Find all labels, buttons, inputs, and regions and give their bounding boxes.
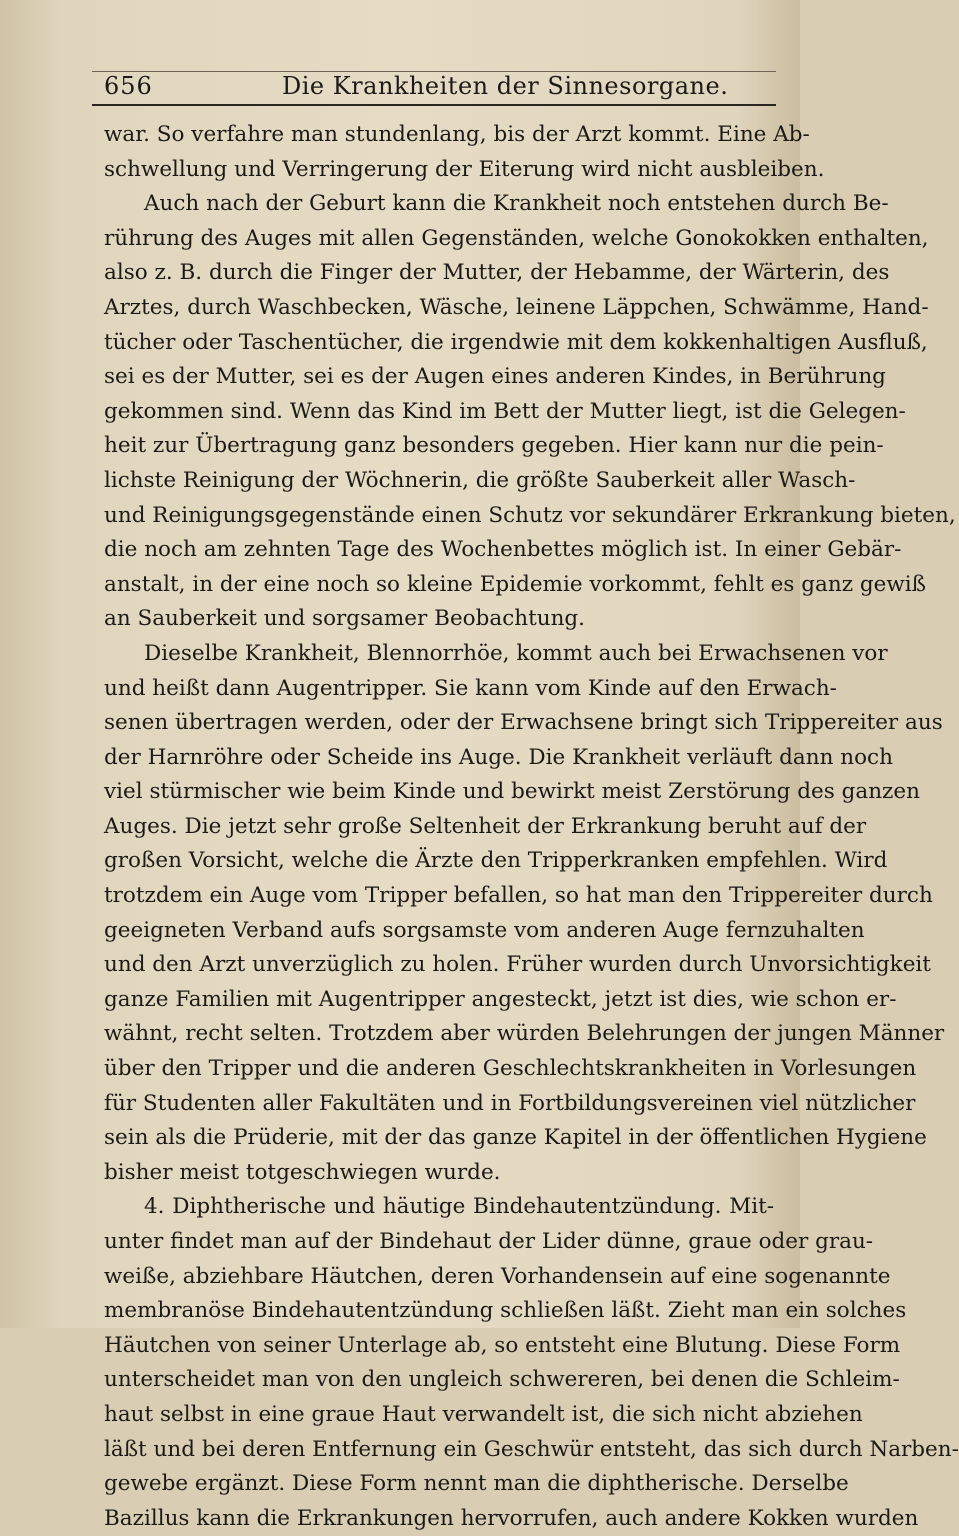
text-line: unterscheidet man von den ungleich schwereren, bei denen die Schleim- (104, 1367, 900, 1393)
text-line: Dieselbe Krankheit, Blennorrhöe, kommt auch bei Erwachsenen vor (144, 640, 888, 666)
text-line: anstalt, in der eine noch so kleine Epidemie vorkommt, fehlt es ganz gewiß (104, 571, 926, 597)
text-line: und Reinigungsgegenstände einen Schutz vor sekundärer Erkrankung bieten, (104, 502, 956, 528)
text-line: geeigneten Verband aufs sorgsamste vom anderen Auge fernzuhalten (104, 917, 865, 943)
text-line: weiße, abziehbare Häutchen, deren Vorhandensein auf eine sogenannte (104, 1263, 891, 1289)
header-rule (92, 104, 776, 106)
text-line: schwellung und Verringerung der Eiterung wird nicht ausbleiben. (104, 156, 825, 182)
text-line: also z. B. durch die Finger der Mutter, der Hebamme, der Wärterin, des (104, 260, 890, 286)
text-line: heit zur Übertragung ganz besonders gegeben. Hier kann nur die pein- (104, 433, 884, 459)
page-number: 656 (104, 72, 153, 100)
text-line: bisher meist totgeschwiegen wurde. (104, 1159, 501, 1185)
text-line: lichste Reinigung der Wöchnerin, die größte Sauberkeit aller Wasch- (104, 467, 856, 493)
text-line: Arztes, durch Waschbecken, Wäsche, leinene Läppchen, Schwämme, Hand- (104, 294, 929, 320)
text-line: über den Tripper und die anderen Geschlechtskrankheiten in Vorlesungen (104, 1056, 917, 1082)
text-line: und heißt dann Augentripper. Sie kann vom Kinde auf den Erwach- (104, 675, 837, 701)
body-text (104, 118, 959, 1536)
text-line: Auch nach der Geburt kann die Krankheit noch entstehen durch Be- (144, 191, 889, 217)
text-line: Bazillus kann die Erkrankungen hervorrufen, auch andere Kokken wurden (104, 1505, 919, 1531)
text-line: haut selbst in eine graue Haut verwandelt ist, die sich nicht abziehen (104, 1401, 863, 1427)
text-line: war. So verfahre man stundenlang, bis der Arzt kommt. Eine Ab- (104, 122, 810, 147)
text-line: Auges. Die jetzt sehr große Seltenheit der Erkrankung beruht auf der (104, 813, 867, 839)
text-line: Häutchen von seiner Unterlage ab, so entsteht eine Blutung. Diese Form (104, 1332, 901, 1358)
text-line: rührung des Auges mit allen Gegenständen, welche Gonokokken enthalten, (104, 225, 929, 251)
running-title: Die Krankheiten der Sinnesorgane. (282, 72, 729, 100)
text-line: und den Arzt unverzüglich zu holen. Früher wurden durch Unvorsichtigkeit (104, 952, 931, 978)
text-line: tücher oder Taschentücher, die irgendwie mit dem kokkenhaltigen Ausfluß, (104, 329, 928, 355)
text-line: trotzdem ein Auge vom Tripper befallen, so hat man den Trippereiter durch (104, 883, 933, 909)
running-header (92, 72, 782, 100)
text-line: wähnt, recht selten. Trotzdem aber würden Belehrungen der jungen Männer (104, 1021, 945, 1047)
section-heading-line: 4. Diphtherische und häutige Bindehautentzündung. Mit- (144, 1194, 774, 1220)
text-line: gekommen sind. Wenn das Kind im Bett der Mutter liegt, ist die Gelegen- (104, 398, 906, 424)
text-line: an Sauberkeit und sorgsamer Beobachtung. (104, 606, 586, 632)
text-line: läßt und bei deren Entfernung ein Geschwür entsteht, das sich durch Narben- (104, 1436, 959, 1462)
text-line: sei es der Mutter, sei es der Augen eines anderen Kindes, in Berührung (104, 364, 886, 390)
text-line: unter findet man auf der Bindehaut der Lider dünne, graue oder grau- (104, 1229, 874, 1254)
text-line: gewebe ergänzt. Diese Form nennt man die diphtherische. Derselbe (104, 1471, 849, 1497)
text-line: senen übertragen werden, oder der Erwachsene bringt sich Trippereiter aus (104, 710, 943, 736)
text-line: ganze Familien mit Augentripper angesteckt, jetzt ist dies, wie schon er- (104, 986, 897, 1012)
text-line: großen Vorsicht, welche die Ärzte den Tripperkranken empfehlen. Wird (104, 848, 888, 874)
text-line: der Harnröhre oder Scheide ins Auge. Die Krankheit verläuft dann noch (104, 744, 893, 770)
text-line: viel stürmischer wie beim Kinde und bewirkt meist Zerstörung des ganzen (104, 779, 920, 805)
text-line: die noch am zehnten Tage des Wochenbettes möglich ist. In einer Gebär- (104, 537, 902, 563)
text-line: sein als die Prüderie, mit der das ganze Kapitel in der öffentlichen Hygiene (104, 1125, 927, 1151)
text-line: für Studenten aller Fakultäten und in Fortbildungsvereinen viel nützlicher (104, 1090, 916, 1116)
text-line: membranöse Bindehautentzündung schließen läßt. Zieht man ein solches (104, 1298, 907, 1324)
